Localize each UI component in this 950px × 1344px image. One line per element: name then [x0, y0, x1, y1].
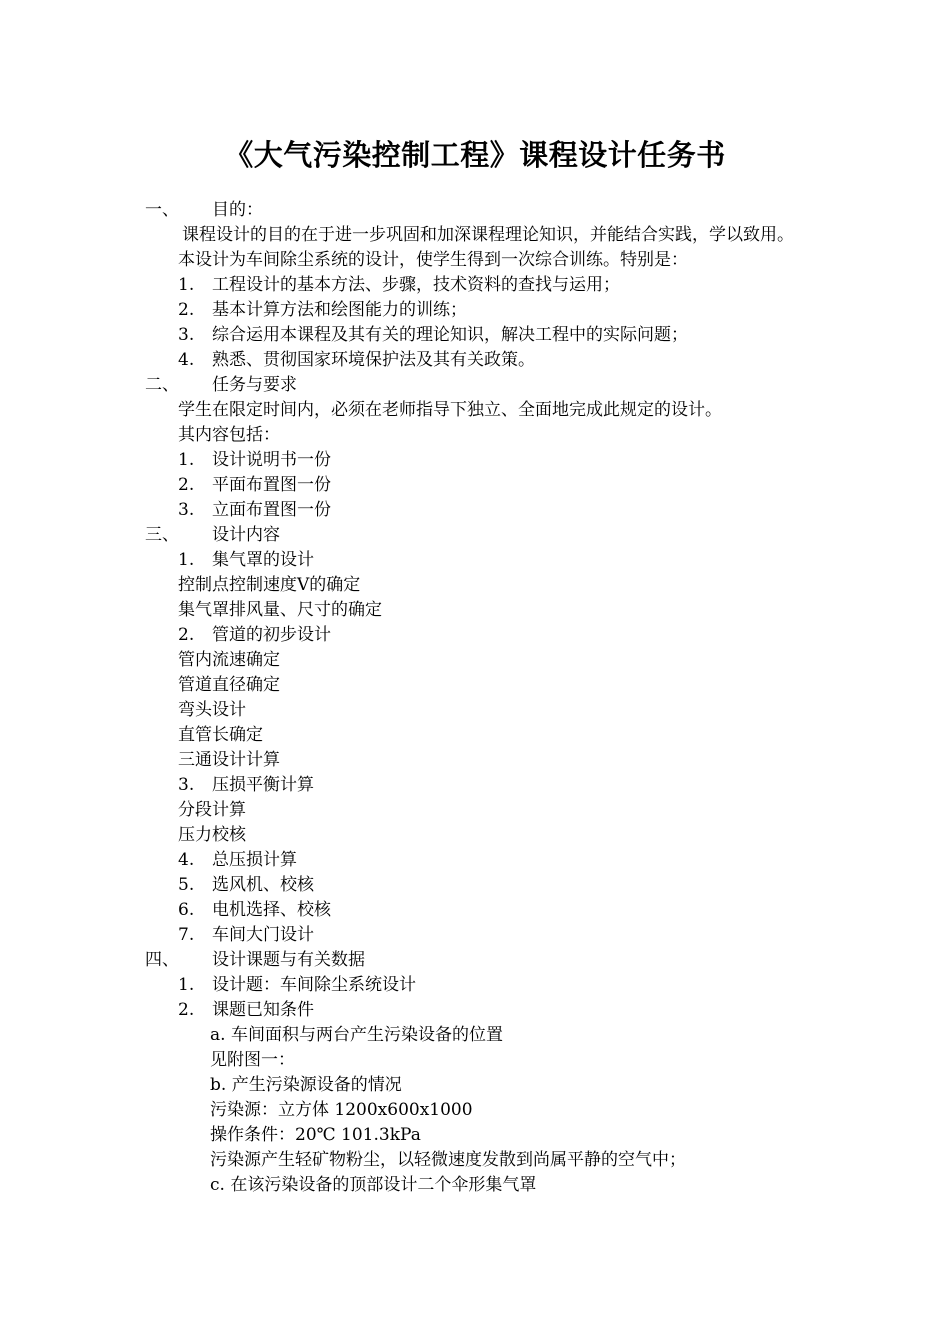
list-item [0, 348, 950, 373]
list-item [0, 298, 950, 323]
section-heading-2 [0, 373, 950, 398]
sub-item: 直管长确定 [178, 725, 263, 745]
item-number: 6. [178, 900, 195, 920]
item-text: 总压损计算 [212, 850, 297, 870]
section-label: 设计内容 [212, 525, 280, 545]
section-label: 设计课题与有关数据 [212, 950, 365, 970]
item-number: 3. [178, 775, 195, 795]
item-text: 车间大门设计 [212, 925, 314, 945]
section-heading-1 [0, 198, 950, 223]
item-text: 电机选择、校核 [212, 900, 331, 920]
item-number: 1. [178, 550, 195, 570]
sub-item: 弯头设计 [178, 700, 246, 720]
condition-line: a. 车间面积与两台产生污染设备的位置 [210, 1025, 503, 1045]
item-text: 基本计算方法和绘图能力的训练； [212, 300, 467, 320]
list-item [0, 873, 950, 898]
sub-item: 管道直径确定 [178, 675, 280, 695]
list-item [0, 923, 950, 948]
condition-line: 污染源产生轻矿物粉尘，以轻微速度发散到尚属平静的空气中； [210, 1150, 686, 1170]
sub-item: 控制点控制速度V的确定 [178, 575, 361, 595]
item-text: 平面布置图一份 [212, 475, 331, 495]
list-item [0, 773, 950, 798]
list-item [0, 548, 950, 573]
section-number: 三、 [145, 525, 179, 545]
item-number: 3. [178, 500, 195, 520]
item-text: 设计说明书一份 [212, 450, 331, 470]
item-text: 选风机、校核 [212, 875, 314, 895]
sub-item: 集气罩排风量、尺寸的确定 [178, 600, 382, 620]
item-text: 设计题：车间除尘系统设计 [212, 975, 416, 995]
list-item [0, 623, 950, 648]
sub-item: 压力校核 [178, 825, 246, 845]
purpose-paragraph: 课程设计的目的在于进一步巩固和加深课程理论知识，并能结合实践，学以致用。 [182, 225, 794, 245]
section-number: 一、 [145, 200, 179, 220]
item-text: 熟悉、贯彻国家环境保护法及其有关政策。 [212, 350, 535, 370]
document-title: 《大气污染控制工程》课程设计任务书 [224, 138, 726, 172]
list-item [0, 448, 950, 473]
item-number: 1. [178, 275, 195, 295]
section-heading-4 [0, 948, 950, 973]
item-text: 综合运用本课程及其有关的理论知识，解决工程中的实际问题； [212, 325, 688, 345]
item-text: 集气罩的设计 [212, 550, 314, 570]
condition-line: 污染源：立方体 1200x600x1000 [210, 1100, 473, 1120]
purpose-intro: 本设计为车间除尘系统的设计，使学生得到一次综合训练。特别是： [178, 250, 688, 270]
condition-line: c. 在该污染设备的顶部设计二个伞形集气罩 [210, 1175, 537, 1195]
list-item [0, 273, 950, 298]
item-number: 7. [178, 925, 195, 945]
list-item [0, 323, 950, 348]
section-number: 二、 [145, 375, 179, 395]
item-number: 4. [178, 350, 195, 370]
item-number: 2. [178, 300, 195, 320]
item-text: 课题已知条件 [212, 1000, 314, 1020]
condition-line: 操作条件：20℃ 101.3kPa [210, 1125, 421, 1145]
item-text: 压损平衡计算 [212, 775, 314, 795]
section-label: 目的： [212, 200, 263, 220]
item-text: 立面布置图一份 [212, 500, 331, 520]
list-item [0, 498, 950, 523]
condition-line: 见附图一： [210, 1050, 295, 1070]
item-text: 管道的初步设计 [212, 625, 331, 645]
task-text: 其内容包括： [178, 425, 280, 445]
item-number: 2. [178, 1000, 195, 1020]
sub-item: 管内流速确定 [178, 650, 280, 670]
item-number: 5. [178, 875, 195, 895]
item-number: 4. [178, 850, 195, 870]
condition-line: b. 产生污染源设备的情况 [210, 1075, 402, 1095]
list-item [0, 848, 950, 873]
section-number: 四、 [145, 950, 179, 970]
item-text: 工程设计的基本方法、步骤，技术资料的查找与运用； [212, 275, 620, 295]
document-body [0, 198, 950, 1198]
list-item [0, 998, 950, 1023]
sub-item: 三通设计计算 [178, 750, 280, 770]
item-number: 3. [178, 325, 195, 345]
item-number: 2. [178, 625, 195, 645]
list-item [0, 473, 950, 498]
item-number: 2. [178, 475, 195, 495]
section-label: 任务与要求 [212, 375, 297, 395]
item-number: 1. [178, 975, 195, 995]
task-text: 学生在限定时间内，必须在老师指导下独立、全面地完成此规定的设计。 [178, 400, 722, 420]
list-item [0, 898, 950, 923]
item-number: 1. [178, 450, 195, 470]
section-heading-3 [0, 523, 950, 548]
sub-item: 分段计算 [178, 800, 246, 820]
list-item [0, 973, 950, 998]
